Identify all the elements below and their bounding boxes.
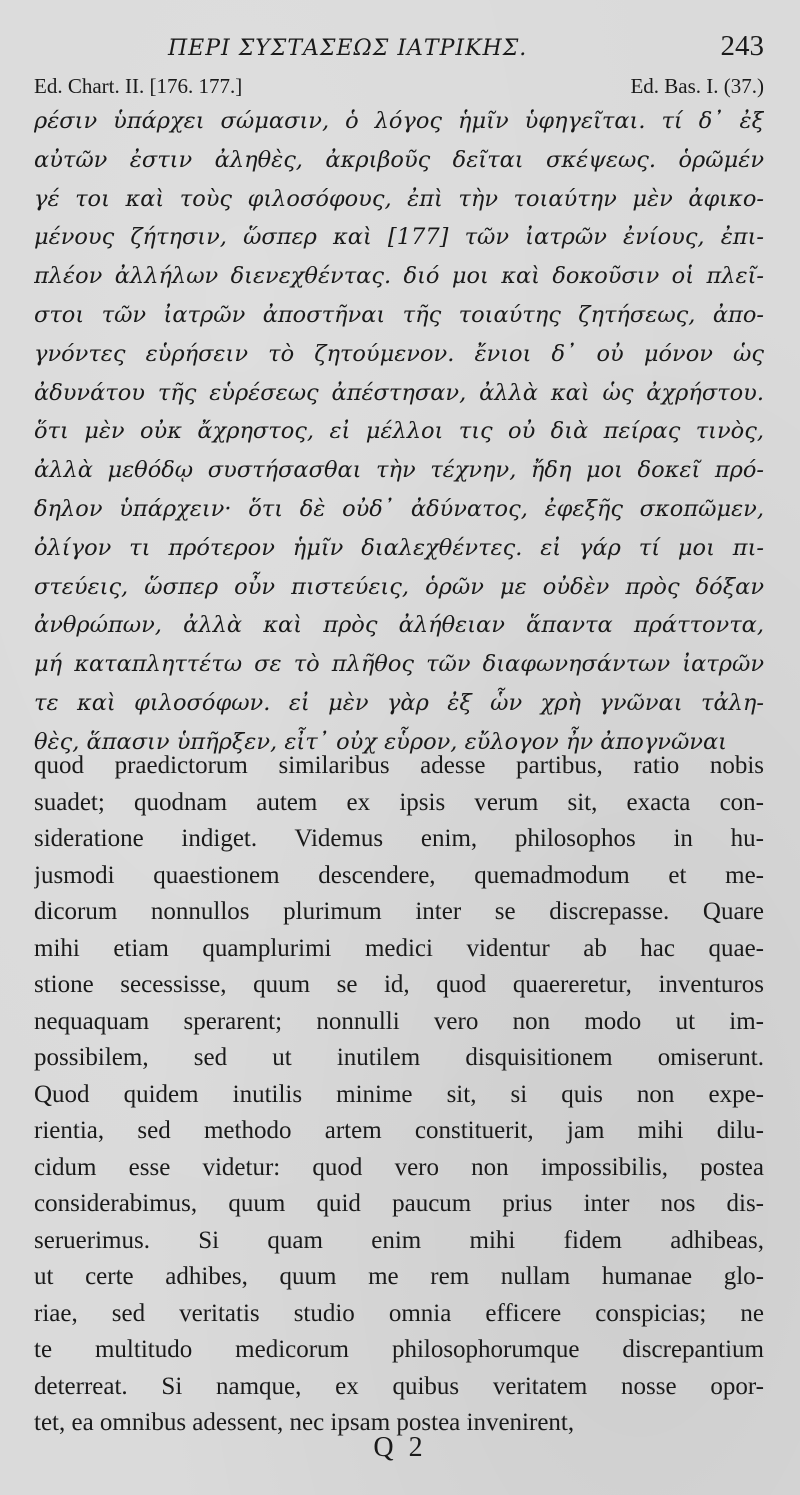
greek-text-line: μή καταπληττέτω σε τὸ πλῆθος τῶν διαφωνησάντων ἰατρῶν <box>34 651 764 678</box>
greek-text-line: ρέσιν ὑπάρχει σώμασιν, ὁ λόγος ἡμῖν ὑφηγεῖται. τί δ᾽ ἐξ <box>34 108 764 134</box>
latin-text-line: ut certe adhibes, quum me rem nullam humanae glo- <box>34 1263 764 1290</box>
edition-basel-reference: Ed. Bas. I. (37.) <box>630 74 764 98</box>
latin-text-line: jusmodi quaestionem descendere, quemadmodum et me- <box>34 861 764 889</box>
greek-text-line: μένους ζήτησιν, ὥσπερ καὶ [177] τῶν ἰατρῶν ἐνίους, ἐπι- <box>34 224 764 251</box>
greek-text-line: τε καὶ φιλοσόφων. εἰ μὲν γὰρ ἐξ ὧν χρὴ γνῶναι τἀλη- <box>34 689 764 716</box>
greek-text-line: ἀδυνάτου τῆς εὑρέσεως ἀπέστησαν, ἀλλὰ καὶ ὡς ἀχρήστου. <box>34 379 764 406</box>
greek-text-line: ἀνθρώπων, ἀλλὰ καὶ πρὸς ἀλήθειαν ἅπαντα πράττοντα, <box>34 612 764 639</box>
latin-text-line: riae, sed veritatis studio omnia efficere conspicias; ne <box>34 1299 764 1327</box>
latin-text-line: seruerimus. Si quam enim mihi fidem adhibeas, <box>34 1226 764 1254</box>
latin-text-line: suadet; quodnam autem ex ipsis verum sit, exacta con- <box>34 788 764 816</box>
greek-text-line: γνόντες εὑρήσειν τὸ ζητούμενον. ἔνιοι δ᾽ οὐ μόνον ὡς <box>34 340 764 367</box>
greek-text-line: στεύεις, ὥσπερ οὖν πιστεύεις, ὁρῶν με οὐδὲν πρὸς δόξαν <box>34 573 764 600</box>
latin-text-line: tet, ea omnibus adessent, nec ipsam postea invenirent, <box>34 1409 575 1436</box>
greek-text-line: θὲς, ἅπασιν ὑπῆρξεν, εἶτ᾽ οὐχ εὗρον, εὔλογον ἦν ἀπογνῶναι <box>34 728 727 755</box>
greek-text-line: ὀλίγον τι πρότερον ἡμῖν διαλεχθέντες. εἰ γάρ τί μοι πι- <box>34 534 764 561</box>
greek-text-line: αὐτῶν ἐστιν ἀληθὲς, ἀκριβοῦς δεῖται σκέψεως. ὁρῶμέν <box>34 146 764 173</box>
greek-text-line: ὅτι μὲν οὐκ ἄχρηστος, εἰ μέλλοι τις οὐ διὰ πείρας τινὸς, <box>34 418 764 445</box>
greek-text-line: πλέον ἀλλήλων διενεχθέντας. διό μοι καὶ δοκοῦσιν οἱ πλεῖ- <box>34 263 764 290</box>
latin-text <box>34 748 764 1442</box>
signature-mark: Q 2 <box>373 1432 427 1463</box>
latin-text-line: nequaquam sperarent; nonnulli vero non modo ut im- <box>34 1007 764 1035</box>
latin-text-line: possibilem, sed ut inutilem disquisitionem omiserunt. <box>34 1044 764 1071</box>
greek-text-line: στοι τῶν ἰατρῶν ἀποστῆναι τῆς τοιαύτης ζητήσεως, ἀπο- <box>34 301 764 328</box>
latin-text-line: Quod quidem inutilis minime sit, si quis non expe- <box>34 1080 764 1108</box>
latin-text-line: stione secessisse, quum se id, quod quaereretur, inventuros <box>34 971 764 998</box>
latin-text-line: deterreat. Si namque, ex quibus veritatem nosse opor- <box>34 1372 764 1400</box>
latin-text-line: te multitudo medicorum philosophorumque discrepantium <box>34 1336 764 1363</box>
page-number: 243 <box>720 30 764 62</box>
latin-text-line: cidum esse videtur: quod vero non impossibilis, postea <box>34 1153 764 1181</box>
running-title: ΠΕΡΙ ΣΥΣΤΑΣΕΩΣ ΙΑΤΡΙΚΗΣ. <box>168 36 528 61</box>
greek-text <box>34 102 764 762</box>
latin-text-line: sideratione indiget. Videmus enim, philosophos in hu- <box>34 825 764 852</box>
latin-text-line: rientia, sed methodo artem constituerit, jam mihi dilu- <box>34 1117 764 1144</box>
greek-text-line: δηλον ὑπάρχειν· ὅτι δὲ οὐδ᾽ ἀδύνατος, ἐφεξῆς σκοπῶμεν, <box>34 495 764 522</box>
edition-reference <box>34 74 764 102</box>
latin-text-line: dicorum nonnullos plurimum inter se discrepasse. Quare <box>34 898 764 925</box>
latin-text-line: considerabimus, quum quid paucum prius inter nos dis- <box>34 1190 764 1217</box>
edition-chart-reference: Ed. Chart. II. [176. 177.] <box>34 74 243 98</box>
latin-text-line: quod praedictorum similaribus adesse partibus, ratio nobis <box>34 752 764 779</box>
latin-text-line: mihi etiam quamplurimi medici videntur ab hac quae- <box>34 934 764 962</box>
greek-text-line: γέ τοι καὶ τοὺς φιλοσόφους, ἐπὶ τὴν τοιαύτην μὲν ἀφικο- <box>34 185 764 212</box>
running-head <box>34 30 764 66</box>
greek-text-line: ἀλλὰ μεθόδῳ συστήσασθαι τὴν τέχνην, ἤδη μοι δοκεῖ πρό- <box>34 457 764 484</box>
